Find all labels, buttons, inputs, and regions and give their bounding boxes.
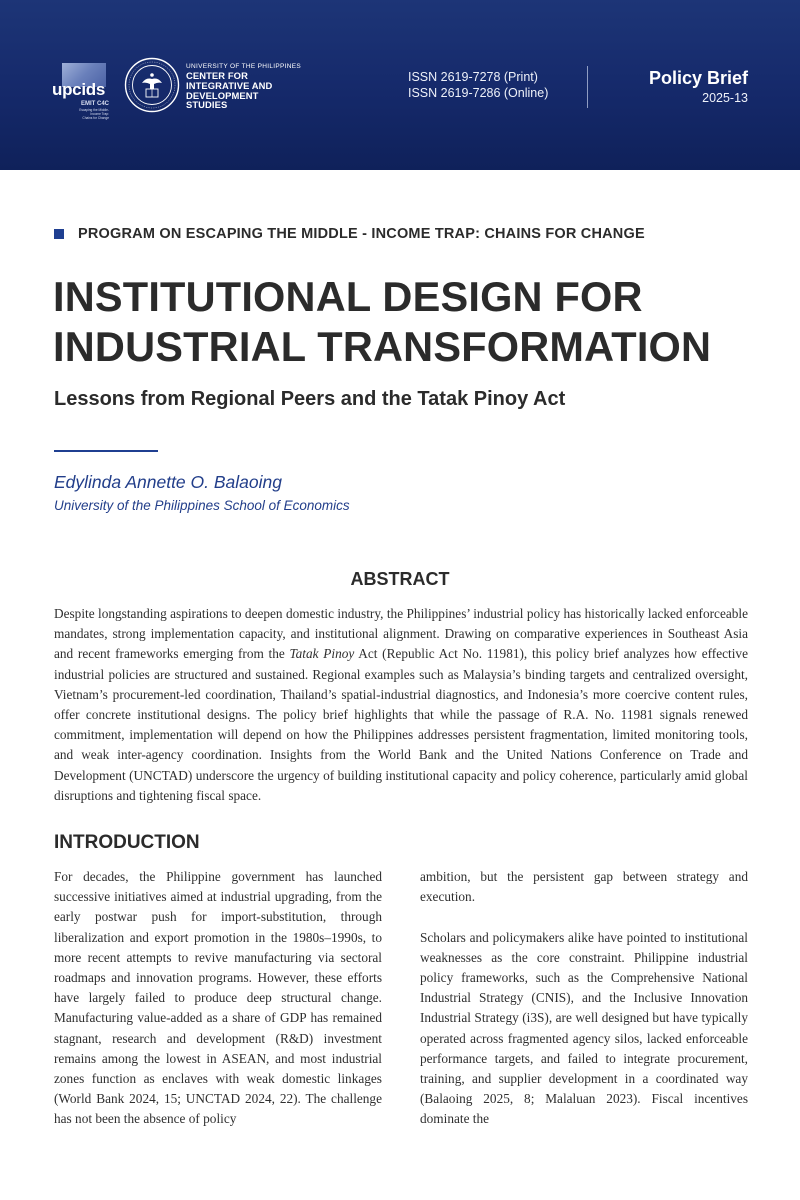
center-name [186, 63, 301, 110]
abstract-text [54, 604, 748, 806]
author-name: Edylinda Annette O. Balaoing [54, 472, 282, 492]
body-paragraph: ambition, but the persistent gap between strategy and execution. [420, 869, 748, 905]
page-title [53, 272, 773, 372]
upcids-wordmark: upcids [52, 80, 105, 99]
title-divider [54, 450, 158, 452]
center-name-line: CENTER FOR [186, 70, 248, 81]
issn-online: ISSN 2619-7286 (Online) [408, 86, 549, 100]
center-name-line: DEVELOPMENT [186, 89, 259, 101]
publication-number: 2025-13 [702, 91, 748, 105]
upcids-logo [52, 60, 109, 120]
program-bullet-icon [54, 229, 64, 239]
abstract-heading: ABSTRACT [350, 569, 450, 589]
upcids-sub-line: Chains for Change [82, 116, 109, 120]
body-paragraph: For decades, the Philippine government has launched successive initiatives aimed at industrial upgrading, from the early postwar push for import-substitution, through liberalization and export promotion in the 1980s–1990s, to more recent attempts to revive manufacturing via sectoral roadmaps and innovation programs. However, these efforts have largely failed to produce deep structural change. Manufacturing value-added as a share of GDP has remained stagnant, research and development (R&D) investment remains among the lowest in ASEAN, and most industrial zones function as enclaves with weak domestic linkages (World Bank 2024, 15; UNCTAD 2024, 22). The challenge has not been the absence of policy [54, 869, 382, 1127]
subtitle: Lessons from Regional Peers and the Tatak Pinoy Act [54, 388, 566, 410]
header-band [0, 0, 800, 170]
title-line: INDUSTRIAL TRANSFORMATION [53, 323, 712, 370]
body-column-right [420, 867, 748, 1130]
title-line: INSTITUTIONAL DESIGN FOR [53, 273, 643, 320]
issn-block [408, 69, 548, 101]
upcids-sub-line: Escaping the Middle-Income Trap: [79, 108, 109, 116]
upcids-sub-line: EMIT C4C [80, 101, 109, 107]
publication-type: Policy Brief [648, 68, 748, 88]
abstract-italic-term: Tatak Pinoy [289, 646, 355, 662]
body-column-left [54, 867, 382, 1130]
center-name-line: INTEGRATIVE AND [186, 79, 273, 91]
body-paragraph: Scholars and policymakers alike have pointed to institutional weaknesses as the core constraint. Philippine industrial policy frameworks, such as the Comprehensive National Industrial Strategy (CNIS), and the Inclusive Innovation Industrial Strategy (i3S), are well designed but have typically operated across fragmented agency silos, lacked enforceable performance targets, and failed to integrate procurement, training, and supplier development in a coordinated way (Balaoing 2025, 8; Malaluan 2023). Fiscal incentives dominate the [420, 929, 748, 1127]
issn-print: ISSN 2619-7278 (Print) [408, 70, 538, 84]
abstract-text-part: Despite longstanding aspirations to deepen domestic industry, the Philippines’ industrial policy has historically lacked enforceable mandates, strong implementation capacity, and institutional alignment. Drawing on comparative experiences in Southeast Asia and recent frameworks emerging from the [54, 606, 748, 662]
introduction-heading: INTRODUCTION [54, 832, 200, 853]
program-label [54, 226, 645, 242]
upcids-sublabel [75, 101, 109, 120]
header-divider [587, 66, 588, 108]
university-seal-icon [124, 57, 180, 113]
program-text: PROGRAM ON ESCAPING THE MIDDLE - INCOME TRAP: CHAINS FOR CHANGE [78, 226, 645, 242]
author-affiliation: University of the Philippines School of Economics [54, 498, 350, 513]
university-name: UNIVERSITY OF THE PHILIPPINES [186, 63, 302, 70]
center-name-line: STUDIES [186, 99, 228, 111]
abstract-text-part: Act (Republic Act No. 11981), this policy brief analyzes how effective industrial policies are structured and sustained. Regional examples such as Malaysia’s binding targets and centralized oversight, Vietnam’s procurement-led coordination, Thailand’s spatial-industrial diagnostics, and Indonesia’s more coercive content rules, offer concrete institutional designs. The policy brief highlights that while the passage of R.A. No. 11981 signals renewed commitment, implementation will depend on how the Philippines addresses persistent fragmentation, limited monitoring tools, and weak inter-agency coordination. Insights from the World Bank and the United Nations Conference on Trade and Development (UNCTAD) underscore the urgency of building institutional capacity and policy coherence, particularly amid global disruptions and tightening fiscal space. [54, 646, 748, 803]
